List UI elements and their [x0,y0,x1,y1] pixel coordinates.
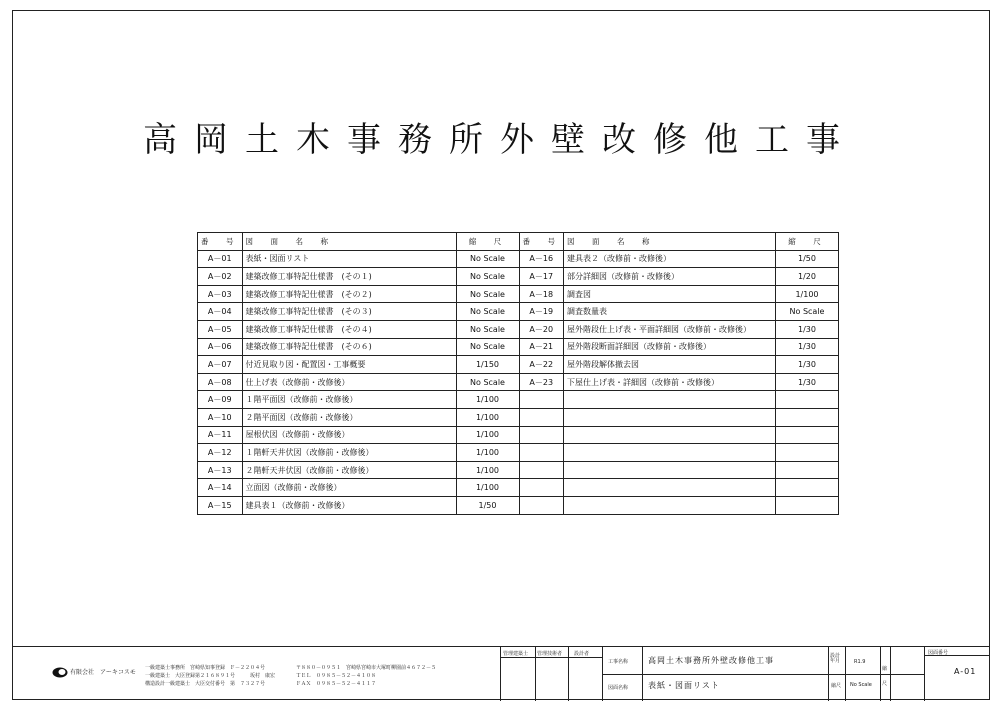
cell-no: A－03 [198,285,243,303]
sheet-number: A-01 [954,667,977,676]
cell-scale: 1/50 [456,496,519,514]
cell-name: 付近見取り図・配置図・工事概要 [242,356,456,374]
cell-scale: 1/20 [776,268,839,286]
cell-no: A－22 [519,356,564,374]
table-row [198,356,839,374]
cell-scale [776,426,839,444]
cell-no: A－18 [519,285,564,303]
registration-line-1: 一級建築士事務所 宮崎県知事登録 Ｆ－２２０４号 [145,665,266,671]
cell-no: A－13 [198,461,243,479]
cell-scale: 1/100 [456,461,519,479]
drawing-name: 表紙・図面リスト [648,681,720,690]
cell-name: 建築改修工事特記仕様書 (その１) [242,268,456,286]
table-row [198,268,839,286]
table-header-row [198,233,839,251]
table-row [198,285,839,303]
cell-scale: 1/100 [776,285,839,303]
cell-name: １階平面図（改修前・改修後） [242,391,456,409]
cell-name: 屋外階段断面詳細図（改修前・改修後） [564,338,776,356]
tb-divider [568,647,569,701]
header-no: 番 号 [198,233,243,251]
cell-no: A－21 [519,338,564,356]
cell-name: 屋根伏図（改修前・改修後） [242,426,456,444]
company-logo-icon [52,667,68,678]
cell-no: A－12 [198,444,243,462]
cell-name: 調査数量表 [564,303,776,321]
cell-scale: 1/100 [456,479,519,497]
cell-scale: 1/30 [776,320,839,338]
registration-line-2: 一級建築士 大臣登録第２１６８９１号 坂村 康宏 [145,673,276,679]
title-block [12,646,990,701]
stamp-label-chief-architect: 管理建築士 [503,651,529,657]
table-row [198,461,839,479]
cell-name [564,444,776,462]
cell-no: A－15 [198,496,243,514]
company-address: 〒８８０－０９５１ 宮崎県宮崎市大塚町柳園前４６７２－５ [296,665,437,671]
cell-scale: 1/100 [456,444,519,462]
tb-divider [500,647,501,701]
cell-scale: 1/100 [456,426,519,444]
cell-no: A－23 [519,373,564,391]
cell-no [519,496,564,514]
company-fax: ＦＡＸ ０９８５－５２－４１１７ [296,681,377,687]
header-no-2: 番 号 [519,233,564,251]
project-name: 高岡土木事務所外壁改修他工事 [648,656,774,665]
cell-name: 立面図（改修前・改修後） [242,479,456,497]
cell-scale: 1/150 [456,356,519,374]
cell-scale [776,461,839,479]
company-tel: ＴＥＬ ０９８５－５２－４１０８ [296,673,377,679]
cell-name: 下屋仕上げ表・詳細図（改修前・改修後） [564,373,776,391]
cell-no: A－04 [198,303,243,321]
cell-scale: 1/100 [456,391,519,409]
scale-label: 縮尺 [831,683,842,689]
cell-scale: 1/30 [776,373,839,391]
cell-no [519,461,564,479]
cell-no: A－17 [519,268,564,286]
tb-divider [890,647,891,701]
cell-scale: No Scale [456,338,519,356]
cell-no [519,479,564,497]
tb-divider [535,647,536,701]
cell-name [564,479,776,497]
cell-no: A－11 [198,426,243,444]
cell-name: 建築改修工事特記仕様書 (その４) [242,320,456,338]
cell-name [564,461,776,479]
design-date: R1.9 [854,659,866,665]
table-row [198,426,839,444]
cell-no: A－01 [198,250,243,268]
cell-scale [776,444,839,462]
cell-no [519,444,564,462]
cell-name [564,496,776,514]
cell-scale: No Scale [456,373,519,391]
cell-name: 建築改修工事特記仕様書 (その６) [242,338,456,356]
cell-scale: No Scale [456,250,519,268]
cell-scale [776,496,839,514]
cell-no: A－06 [198,338,243,356]
stamp-label-manager: 管理技術者 [537,651,563,657]
tb-mark-1: 縮 [882,666,888,672]
cell-no: A－05 [198,320,243,338]
cell-name: 建築改修工事特記仕様書 (その２) [242,285,456,303]
registration-line-3: 構造設計一級建築士 大臣交付番号 第 ７３２７号 [145,681,266,687]
cell-name: 屋外階段解体撤去図 [564,356,776,374]
cell-no [519,426,564,444]
cell-scale: 1/30 [776,356,839,374]
table-row [198,373,839,391]
cell-name: 仕上げ表（改修前・改修後） [242,373,456,391]
scale-value: No Scale [850,682,872,688]
cell-scale: 1/30 [776,338,839,356]
table-row [198,479,839,497]
cell-scale [776,391,839,409]
header-scale-2: 縮 尺 [776,233,839,251]
cell-no: A－16 [519,250,564,268]
cell-no: A－02 [198,268,243,286]
table-row [198,444,839,462]
cell-scale: No Scale [456,320,519,338]
project-label: 工事名称 [608,659,629,665]
table-row [198,250,839,268]
cell-scale: No Scale [456,303,519,321]
cell-no: A－14 [198,479,243,497]
cell-name [564,426,776,444]
cell-name [564,408,776,426]
cell-scale: 1/100 [456,408,519,426]
cell-scale: No Scale [776,303,839,321]
tb-mark-2: 尺 [882,681,888,687]
tb-divider [828,647,829,701]
cell-name: 建具表１（改修前・改修後） [242,496,456,514]
cell-name: 建具表２（改修前・改修後） [564,250,776,268]
table-row [198,391,839,409]
cell-no: A－19 [519,303,564,321]
table-row [198,320,839,338]
cell-name: 調査図 [564,285,776,303]
cell-no: A－20 [519,320,564,338]
cell-scale: 1/50 [776,250,839,268]
header-name: 図 面 名 称 [242,233,456,251]
cell-scale [776,479,839,497]
tb-divider-h [500,657,602,658]
table-row [198,303,839,321]
cell-name: 表紙・図面リスト [242,250,456,268]
drawing-list-table [197,232,839,515]
cell-scale: No Scale [456,285,519,303]
header-scale: 縮 尺 [456,233,519,251]
table-row [198,338,839,356]
cell-scale [776,408,839,426]
cell-name: １階軒天井伏図（改修前・改修後） [242,444,456,462]
table-row [198,496,839,514]
sheet-number-label: 図面番号 [928,650,949,656]
cell-name [564,391,776,409]
drawing-title: 高岡土木事務所外壁改修他工事 [143,120,857,160]
cell-name: 部分詳細図（改修前・改修後） [564,268,776,286]
cell-no [519,408,564,426]
cell-no: A－08 [198,373,243,391]
company-name: 有限会社 アーキコスモ [70,669,136,676]
cell-name: ２階平面図（改修前・改修後） [242,408,456,426]
table-row [198,408,839,426]
cell-no: A－07 [198,356,243,374]
tb-divider [845,647,846,701]
tb-divider [880,647,881,701]
cell-scale: No Scale [456,268,519,286]
cell-no: A－09 [198,391,243,409]
drawing-label: 図面名称 [608,685,629,691]
cell-name: 建築改修工事特記仕様書 (その３) [242,303,456,321]
tb-divider-h [602,674,924,675]
cell-name: 屋外階段仕上げ表・平面詳細図（改修前・改修後） [564,320,776,338]
cell-no [519,391,564,409]
cell-no: A－10 [198,408,243,426]
header-name-2: 図 面 名 称 [564,233,776,251]
stamp-label-designer: 設計者 [574,651,590,657]
date-label: 設計年月 [830,653,841,664]
cell-name: ２階軒天井伏図（改修前・改修後） [242,461,456,479]
